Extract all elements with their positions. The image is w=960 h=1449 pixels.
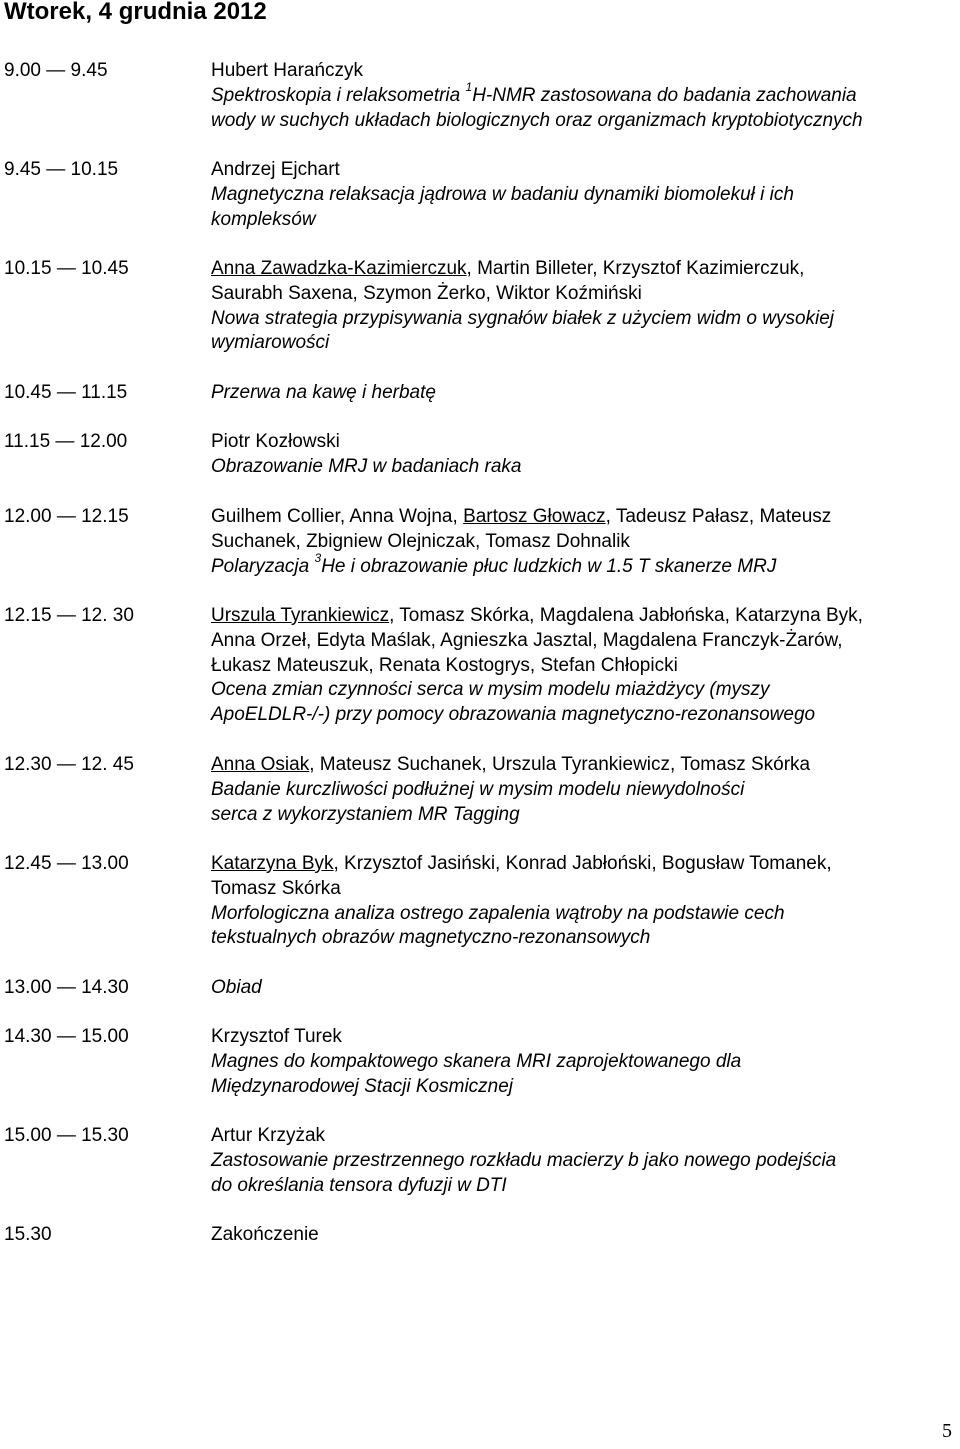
text-run: Guilhem Collier, Anna Wojna, xyxy=(211,506,464,527)
speaker-line xyxy=(211,430,956,455)
presenting-author: Urszula Tyrankiewicz xyxy=(211,605,390,626)
talk-title-line xyxy=(211,183,956,208)
text-run: Magnes do kompaktowego skanera MRI zaprojektowanego dla xyxy=(211,1050,742,1072)
session-content xyxy=(211,381,956,406)
session-time: 11.15 — 12.00 xyxy=(4,431,128,452)
session-time: 15.00 — 15.30 xyxy=(4,1125,129,1146)
text-run: do określania tensora dyfuzji w DTI xyxy=(211,1174,507,1196)
talk-title-line xyxy=(211,803,956,828)
text-run: Tomasz Skórka xyxy=(211,877,341,899)
text-run: tekstualnych obrazów magnetyczno-rezonansowych xyxy=(211,927,651,949)
text-run: Przerwa na kawę i herbatę xyxy=(211,382,436,403)
text-run: Andrzej Ejchart xyxy=(211,159,340,180)
talk-title-line xyxy=(211,331,956,356)
text-run: serca z wykorzystaniem MR Tagging xyxy=(211,803,520,825)
text-run: Międzynarodowej Stacji Kosmicznej xyxy=(211,1075,514,1097)
text-run: Obrazowanie MRJ w badaniach raka xyxy=(211,455,522,477)
talk-title-line xyxy=(211,208,956,233)
presenting-author: Bartosz Głowacz xyxy=(463,506,606,527)
session-content xyxy=(211,852,956,951)
text-run: wody w suchych układach biologicznych oraz organizmach kryptobiotycznych xyxy=(211,109,863,131)
talk-title-line xyxy=(211,678,956,703)
talk-title-line xyxy=(211,976,956,1001)
session-content xyxy=(211,1223,956,1248)
session-time: 15.30 xyxy=(4,1224,52,1245)
text-run: , Tadeusz Pałasz, Mateusz xyxy=(605,506,832,527)
text-run: Zakończenie xyxy=(211,1224,319,1245)
talk-title-line xyxy=(211,1149,956,1174)
text-run: Morfologiczna analiza ostrego zapalenia wątroby na podstawie cech xyxy=(211,902,785,924)
speaker-line xyxy=(211,1124,956,1149)
speaker-line xyxy=(211,629,956,654)
session-time: 12.45 — 13.00 xyxy=(4,853,129,874)
talk-title-line xyxy=(211,778,956,803)
talk-title-line xyxy=(211,1050,956,1075)
session-content xyxy=(211,1025,956,1099)
speaker-line xyxy=(211,158,956,183)
page-title: Wtorek, 4 grudnia 2012 xyxy=(4,0,267,25)
page-number: 5 xyxy=(942,1420,952,1442)
speaker-line xyxy=(211,852,956,877)
text-run: , Krzysztof Jasiński, Konrad Jabłoński, Bogusław Tomanek, xyxy=(333,853,832,874)
text-run: Magnetyczna relaksacja jądrowa w badaniu dynamiki biomolekuł i ich xyxy=(211,183,794,205)
speaker-line xyxy=(211,505,956,530)
speaker-line xyxy=(211,877,956,902)
speaker-line xyxy=(211,604,956,629)
text-run: Nowa strategia przypisywania sygnałów białek z użyciem widm o wysokiej xyxy=(211,307,835,329)
session-content xyxy=(211,1124,956,1198)
talk-title-line xyxy=(211,381,956,406)
text-run: He i obrazowanie płuc ludzkich w 1.5 T skanerze MRJ xyxy=(321,555,777,577)
speaker-line xyxy=(211,59,956,84)
session-content xyxy=(211,430,956,480)
session-time: 10.15 — 10.45 xyxy=(4,258,129,279)
talk-title-line xyxy=(211,703,956,728)
session-time: 10.45 — 11.15 xyxy=(4,382,128,403)
session-time: 12.00 — 12.15 xyxy=(4,506,129,527)
text-run: Krzysztof Turek xyxy=(211,1026,342,1047)
text-run: Spektroskopia i relaksometria xyxy=(211,84,466,106)
talk-title-line xyxy=(211,926,956,951)
speaker-line xyxy=(211,1025,956,1050)
talk-title-line xyxy=(211,109,956,134)
text-run: Piotr Kozłowski xyxy=(211,431,340,452)
session-content xyxy=(211,158,956,232)
session-content xyxy=(211,976,956,1001)
talk-title-line xyxy=(211,551,956,580)
presenting-author: Anna Zawadzka-Kazimierczuk xyxy=(211,258,467,279)
text-run: Polaryzacja xyxy=(211,555,315,577)
session-content xyxy=(211,505,956,579)
superscript: 3 xyxy=(314,551,322,566)
text-run: H-NMR zastosowana do badania zachowania xyxy=(472,84,857,106)
text-run: Hubert Harańczyk xyxy=(211,60,364,81)
text-run: Badanie kurczliwości podłużnej w mysim modelu niewydolności xyxy=(211,778,745,800)
presenting-author: Anna Osiak xyxy=(211,754,310,775)
talk-title-line xyxy=(211,307,956,332)
text-run: Łukasz Mateuszuk, Renata Kostogrys, Stefan Chłopicki xyxy=(211,654,678,676)
session-time: 13.00 — 14.30 xyxy=(4,977,129,998)
speaker-line xyxy=(211,530,956,555)
text-run: ApoELDLR-/-) przy pomocy obrazowania magnetyczno-rezonansowego xyxy=(211,704,816,726)
session-time: 9.00 — 9.45 xyxy=(4,60,108,81)
talk-title-line xyxy=(211,902,956,927)
text-run: , Tomasz Skórka, Magdalena Jabłońska, Katarzyna Byk, xyxy=(389,605,863,626)
speaker-line xyxy=(211,654,956,679)
session-time: 12.15 — 12. 30 xyxy=(4,605,134,626)
superscript: 1 xyxy=(465,80,473,95)
text-run: Obiad xyxy=(211,977,262,998)
talk-title-line xyxy=(211,455,956,480)
session-content xyxy=(211,257,956,356)
text-run: Artur Krzyżak xyxy=(211,1125,326,1146)
speaker-line xyxy=(211,282,956,307)
session-content xyxy=(211,59,956,133)
session-content xyxy=(211,753,956,827)
session-time: 9.45 — 10.15 xyxy=(4,159,119,180)
text-run: kompleksów xyxy=(211,208,316,230)
session-time: 14.30 — 15.00 xyxy=(4,1026,129,1047)
text-run: Ocena zmian czynności serca w mysim modelu miażdżycy (myszy xyxy=(211,679,770,701)
presenting-author: Katarzyna Byk xyxy=(211,853,334,874)
session-time: 12.30 — 12. 45 xyxy=(4,754,134,775)
text-run: Anna Orzeł, Edyta Maślak, Agnieszka Jasztal, Magdalena Franczyk-Żarów, xyxy=(211,629,843,651)
speaker-line xyxy=(211,257,956,282)
text-run: Zastosowanie przestrzennego rozkładu macierzy b jako nowego podejścia xyxy=(211,1149,837,1171)
text-run: , Martin Billeter, Krzysztof Kazimierczuk, xyxy=(466,258,805,279)
text-run: , Mateusz Suchanek, Urszula Tyrankiewicz, Tomasz Skórka xyxy=(309,754,811,775)
talk-title-line xyxy=(211,1075,956,1100)
speaker-line xyxy=(211,1223,956,1248)
text-run: Saurabh Saxena, Szymon Żerko, Wiktor Koźmiński xyxy=(211,282,642,304)
talk-title-line xyxy=(211,1174,956,1199)
session-content xyxy=(211,604,956,728)
speaker-line xyxy=(211,753,956,778)
text-run: Suchanek, Zbigniew Olejniczak, Tomasz Dohnalik xyxy=(211,530,630,552)
talk-title-line xyxy=(211,80,956,109)
text-run: wymiarowości xyxy=(211,332,330,354)
